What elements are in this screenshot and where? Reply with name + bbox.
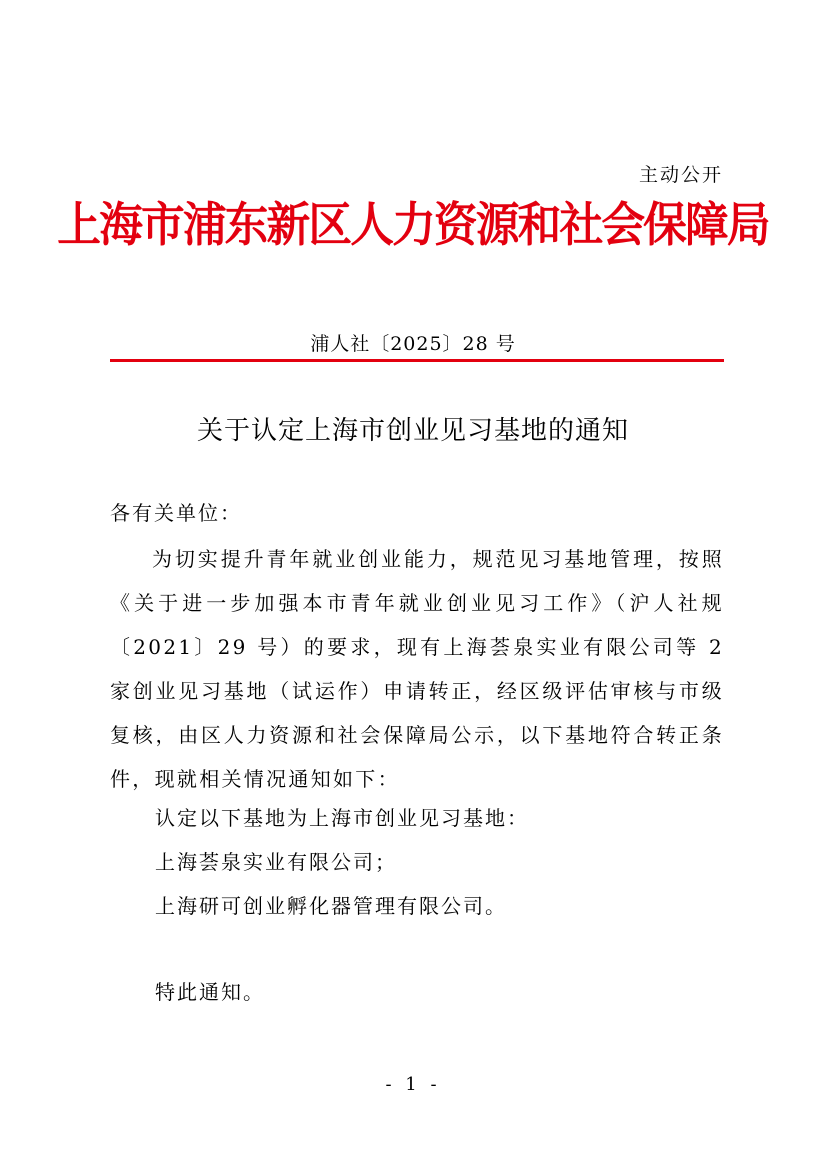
notice-title: 关于认定上海市创业见习基地的通知 xyxy=(196,416,629,446)
salutation: 各有关单位： xyxy=(110,501,242,525)
base-item: 上海研可创业孵化器管理有限公司。 xyxy=(155,894,507,918)
decision-line: 认定以下基地为上海市创业见习基地： xyxy=(155,806,529,830)
closing-line: 特此通知。 xyxy=(155,980,265,1004)
body-paragraph: 为切实提升青年就业创业能力，规范见习基地管理，按照《关于进一步加强本市青年就业创业见习工作》（沪人社规〔2021〕29 号）的要求，现有上海荟泉实业有限公司等 2 家创业见习基地（试运作）申请转正，经区级评估审核与市级复核，由区人力资源和社会保障局公示，以下基地符合转正条件，现就相关情况通知如下： xyxy=(110,547,724,791)
red-divider xyxy=(110,359,724,362)
disclosure-label: 主动公开 xyxy=(638,164,723,186)
document-number: 浦人社〔2025〕28 号 xyxy=(310,333,516,355)
issuer-name: 上海市浦东新区人力资源和社会保障局 xyxy=(57,198,769,253)
page-number: - 1 - xyxy=(385,1074,441,1095)
base-item: 上海荟泉实业有限公司； xyxy=(155,850,397,874)
